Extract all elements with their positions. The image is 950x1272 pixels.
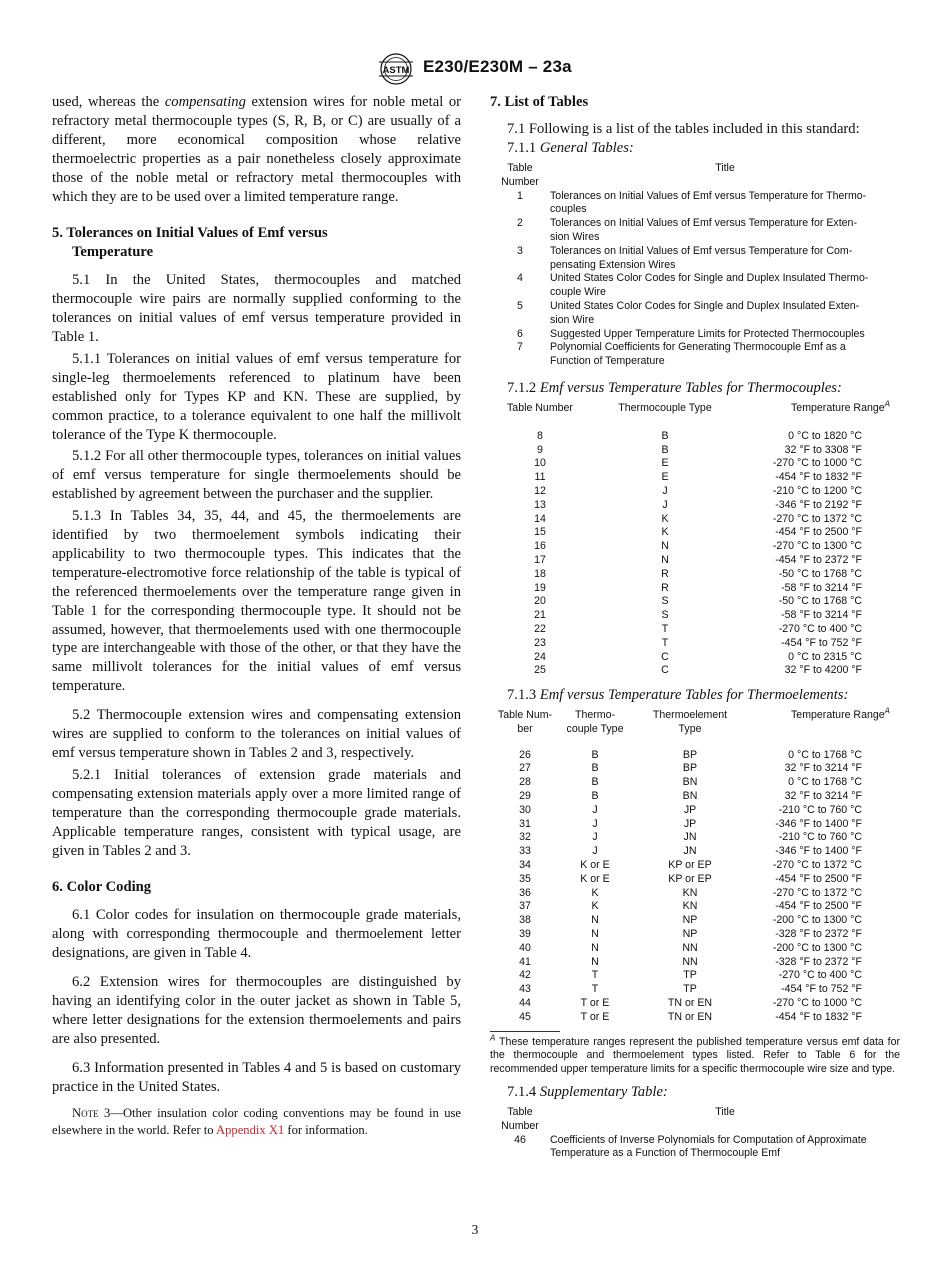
table-cell: TP [683, 969, 697, 982]
table-cell: -58 °F to 3214 °F [781, 581, 862, 594]
table-cell: 8 [537, 429, 543, 442]
table-cell: 32 °F to 3214 °F [784, 790, 862, 803]
table-cell: Polynomial Coefficients for Generating Thermocouple Emf as a Function of Temperature [550, 341, 846, 368]
table-row [490, 190, 900, 218]
table-row [490, 790, 890, 804]
table-row [490, 595, 890, 609]
astm-logo-icon [376, 52, 416, 86]
table-cell: 0 °C to 2315 °C [788, 650, 862, 663]
table-cell: T or E [580, 997, 610, 1010]
table-cell: -346 °F to 2192 °F [775, 498, 862, 511]
table-cell: TP [683, 983, 697, 996]
table-cell: 31 [519, 817, 531, 830]
table-row [490, 623, 890, 637]
heading-7-1-4: 7.1.4 Supplementary Table: [507, 1084, 668, 1101]
table-cell: -346 °F to 1400 °F [775, 845, 862, 858]
table-cell: -454 °F to 2500 °F [775, 872, 862, 885]
table-cell: B [591, 748, 599, 761]
table-cell: 1 [517, 189, 523, 202]
table-cell: United States Color Codes for Single and Duplex Insulated Thermo- couple Wire [550, 272, 869, 299]
table-cell: Tolerances on Initial Values of Emf versus Temperature for Exten- sion Wires [550, 217, 857, 243]
table-row [490, 969, 890, 983]
table-cell: 32 [519, 831, 531, 844]
table-cell: 45 [519, 1010, 531, 1023]
table-cell: KP or EP [668, 872, 712, 885]
heading-7-1-1: 7.1.1 General Tables: [507, 140, 634, 156]
table-cell: 30 [519, 803, 531, 816]
table-row [490, 776, 890, 790]
appendix-x1-link[interactable]: Appendix X1 [216, 1122, 285, 1137]
table-cell: 26 [519, 748, 531, 761]
table-row [490, 540, 890, 554]
table-row [490, 637, 890, 651]
table-row [490, 818, 890, 832]
paragraph-5-2-1: 5.2.1 Initial tolerances of extension grade materials and compensating extension materials apply over a more limited range of temperature than the corresponding thermocouple grade materials. Applicable temperature ranges, consistent with typical usage, are given in Tables 2 and 3. [52, 766, 461, 859]
table-cell: -270 °C to 1372 °C [772, 512, 862, 525]
column-header: Table Number [501, 162, 539, 188]
page-number: 3 [471, 1222, 479, 1237]
section-5-heading: 5. Tolerances on Initial Values of Emf versus Temperature [52, 225, 328, 261]
table-row [490, 997, 890, 1011]
table-cell: 46 [514, 1133, 526, 1146]
table-cell: T [661, 636, 669, 649]
table-cell: 22 [534, 622, 546, 635]
paragraph-6-1: 6.1 Color codes for insulation on thermocouple grade materials, along with corresponding thermocouple and thermoelement letter designations, are given in Table 4. [52, 907, 461, 962]
table-row [490, 956, 890, 970]
table-cell: -270 °C to 1000 °C [772, 457, 862, 470]
table-cell: NP [682, 914, 698, 927]
table-row [490, 217, 900, 245]
table-cell: 19 [534, 581, 546, 594]
table-cell: -200 °C to 1300 °C [772, 914, 862, 927]
table-cell: 15 [534, 526, 546, 539]
table-cell: J [592, 845, 598, 858]
table-cell: 18 [534, 567, 546, 580]
column-header: Thermocouple Type [618, 401, 712, 414]
table-row [490, 831, 890, 845]
table-cell: 9 [537, 443, 543, 456]
table-cell: JP [683, 817, 697, 830]
table-cell: -454 °F to 1832 °F [775, 471, 862, 484]
table-cell: 11 [534, 471, 546, 484]
column-header: Title [715, 1106, 735, 1119]
table-cell: 20 [534, 595, 546, 608]
table-cell: NP [682, 928, 698, 941]
page-header [0, 52, 950, 86]
table-cell: Suggested Upper Temperature Limits for Protected Thermocouples [550, 327, 865, 340]
column-header: Thermoelement Type [652, 709, 728, 735]
table-cell: 4 [517, 272, 523, 285]
table-cell: 39 [519, 928, 531, 941]
table-cell: K [591, 886, 599, 899]
table-row [490, 499, 890, 513]
right-column [490, 93, 900, 1161]
paragraph-6-2: 6.2 Extension wires for thermocouples are distinguished by having an identifying color in the outer jacket as shown in Table 5, where letter designations for the extension thermoelements and pairs are also presented. [52, 974, 461, 1047]
table-cell: N [661, 553, 669, 566]
table-cell: 29 [519, 790, 531, 803]
table-cell: J [592, 803, 598, 816]
table-cell: K [661, 526, 669, 539]
table-cell: 37 [519, 900, 531, 913]
table-cell: 28 [519, 776, 531, 789]
table-cell: -346 °F to 1400 °F [775, 817, 862, 830]
table-cell: 14 [534, 512, 546, 525]
paragraph-5-1-2: 5.1.2 For all other thermocouple types, tolerances on initial values of emf versus temperature for single thermoelements should be established by agreement between the purchaser and the supplier. [52, 448, 461, 503]
table-header-row [490, 162, 900, 190]
note-3: Note 3—Other insulation color coding conventions may be found in use elsewhere in the world. Refer to Appendix X1 for information. [52, 1105, 461, 1137]
heading-7-1-3: 7.1.3 Emf versus Temperature Tables for Thermoelements: [507, 687, 849, 704]
table-row [490, 430, 890, 444]
table-row [490, 1134, 900, 1162]
table-row [490, 513, 890, 527]
table-cell: 23 [534, 636, 546, 649]
table-cell: E [661, 471, 669, 484]
column-header: Table Num- ber [497, 709, 553, 735]
table-row [490, 983, 890, 997]
table-cell: 33 [519, 845, 531, 858]
table-cell: K or E [580, 872, 610, 885]
table-row [490, 749, 890, 763]
table-cell: 5 [517, 299, 523, 312]
table-cell: -210 °C to 1200 °C [772, 484, 862, 497]
table-cell: 34 [519, 859, 531, 872]
table-row [490, 471, 890, 485]
table-cell: 0 °C to 1768 °C [788, 776, 862, 789]
table-cell: KN [682, 886, 698, 899]
svg-text:ASTM: ASTM [382, 65, 410, 76]
table-cell: -454 °F to 2500 °F [775, 526, 862, 539]
table-cell: B [661, 429, 669, 442]
table-cell: 35 [519, 872, 531, 885]
table-cell: NN [682, 955, 698, 968]
table-row [490, 845, 890, 859]
thermocouple-tables-list [490, 399, 890, 678]
table-cell: J [662, 484, 668, 497]
table-cell: -270 °C to 1372 °C [772, 859, 862, 872]
column-header: Table Number [507, 401, 573, 414]
table-row [490, 568, 890, 582]
thermoelement-tables-list [490, 706, 890, 1025]
table-cell: Tolerances on Initial Values of Emf versus Temperature for Com- pensating Extension Wires [550, 244, 853, 271]
table-cell: United States Color Codes for Single and Duplex Insulated Exten- sion Wire [550, 299, 860, 326]
table-cell: K [661, 512, 669, 525]
table-row [490, 554, 890, 568]
table-cell: -58 °F to 3214 °F [781, 609, 862, 622]
table-cell: E [661, 457, 669, 470]
table-cell: 3 [517, 244, 523, 257]
table-cell: 6 [517, 327, 523, 340]
table-cell: T or E [580, 1010, 610, 1023]
table-row [490, 1011, 890, 1025]
table-cell: 40 [519, 941, 531, 954]
table-cell: N [591, 928, 599, 941]
paragraph-7-1: 7.1 Following is a list of the tables included in this standard: [507, 121, 860, 137]
paragraph-5-1-3: 5.1.3 In Tables 34, 35, 44, and 45, the thermoelements are identified by two thermoelement symbols indicating their applicability to two thermocouple types. This indicates that the temperature-electromotive force relationship of the table is typical of the referenced thermoelements over the temperature range given in Table 1 for the corresponding thermocouple type. It should not be assumed, however, that thermoelements used with one thermocouple type are interchangeable with those of the other, or that they have the same millivolt tolerances for the initial values of emf versus temperature. [52, 508, 461, 695]
table-cell: K or E [580, 859, 610, 872]
table-cell: 13 [534, 498, 546, 511]
table-row [490, 914, 890, 928]
column-header: Temperature Range$^A$ [791, 399, 890, 414]
table-row [490, 859, 890, 873]
table-cell: 27 [519, 762, 531, 775]
table-cell: 12 [534, 484, 546, 497]
table-cell: BP [682, 762, 698, 775]
table-cell: 32 °F to 3308 °F [784, 443, 862, 456]
table-cell: JN [683, 845, 697, 858]
standard-designation: E230/E230M – 23a [423, 57, 572, 76]
table-cell: -454 °F to 752 °F [781, 983, 862, 996]
table-cell: C [661, 650, 669, 663]
table-cell: T [661, 622, 669, 635]
table-cell: R [661, 567, 669, 580]
section-6-heading: 6. Color Coding [52, 879, 152, 896]
table-row [490, 942, 890, 956]
table-cell: 10 [534, 457, 546, 470]
column-header: Temperature Range$^A$ [791, 706, 890, 722]
general-tables-list [490, 162, 900, 369]
table-row [490, 457, 890, 471]
table-header-row [490, 1106, 900, 1134]
table-cell: 44 [519, 997, 531, 1010]
table-row [490, 485, 890, 499]
table-cell: 41 [519, 955, 531, 968]
table-cell: S [661, 595, 669, 608]
column-header: Thermo- couple Type [566, 709, 624, 735]
table-cell: 36 [519, 886, 531, 899]
table-row [490, 887, 890, 901]
table-row [490, 300, 900, 328]
table-cell: 2 [517, 217, 523, 230]
table-cell: J [662, 498, 668, 511]
table-cell: K [591, 900, 599, 913]
table-cell: -270 °C to 400 °C [778, 622, 862, 635]
paragraph-4-continued: used, whereas the compensating extension wires for noble metal or refractory metal thermocouple types (S, R, B, or C) are usually of a different, more economical composition whose relative thermoelectric properties as a pair nonetheless closely approximate those of the noble metal or refractory metal thermocouples with which they are to be used over a limited temperature range. [52, 94, 461, 205]
table-cell: -454 °F to 752 °F [781, 636, 862, 649]
table-cell: 21 [534, 609, 546, 622]
table-row [490, 664, 890, 678]
table-cell: T [591, 969, 599, 982]
table-cell: 17 [534, 553, 546, 566]
table-cell: BN [682, 790, 698, 803]
table-cell: JP [683, 803, 697, 816]
paragraph-5-1: 5.1 In the United States, thermocouples and matched thermocouple wire pairs are normally supplied conforming to the tolerances on initial values of emf versus temperature provided in Table 1. [52, 272, 461, 345]
table-cell: N [591, 955, 599, 968]
table-cell: 0 °C to 1820 °C [788, 429, 862, 442]
table-row [490, 444, 890, 458]
table-cell: T [591, 983, 599, 996]
table-cell: B [661, 443, 669, 456]
table-cell: TN or EN [667, 1010, 713, 1023]
table-row [490, 341, 900, 369]
table-cell: 43 [519, 983, 531, 996]
table-header-row [490, 402, 890, 416]
table-cell: C [661, 664, 669, 677]
table-cell: -270 °C to 1372 °C [772, 886, 862, 899]
table-cell: -210 °C to 760 °C [778, 831, 862, 844]
table-row [490, 804, 890, 818]
table-cell: NN [682, 941, 698, 954]
table-cell: R [661, 581, 669, 594]
table-cell: Tolerances on Initial Values of Emf versus Temperature for Thermo- couples [550, 189, 867, 216]
table-cell: B [591, 790, 599, 803]
table-cell: 32 °F to 4200 °F [784, 664, 862, 677]
section-7-heading: 7. List of Tables [490, 94, 589, 110]
table-cell: J [592, 817, 598, 830]
table-row [490, 245, 900, 273]
paragraph-5-2: 5.2 Thermocouple extension wires and compensating extension wires are supplied to conform to the tolerances on initial values of emf versus temperature shown in Tables 2 and 3, respectively. [52, 707, 461, 761]
column-header: Table Number [501, 1106, 539, 1132]
footnote-rule [490, 1031, 560, 1032]
paragraph-5-1-1: 5.1.1 Tolerances on initial values of emf versus temperature for single-leg thermoelements referenced to platinum have been established only for Types KP and KN. These are supplied, by common practice, to a tolerance equivalent to one half the millivolt tolerance of the Type K thermocouple. [52, 350, 461, 443]
table-cell: KN [682, 900, 698, 913]
table-row [490, 900, 890, 914]
table-row [490, 582, 890, 596]
table-cell: B [591, 762, 599, 775]
table-cell: BN [682, 776, 698, 789]
table-row [490, 873, 890, 887]
table-cell: S [661, 609, 669, 622]
table-cell: J [592, 831, 598, 844]
table-cell: -270 °C to 1000 °C [772, 997, 862, 1010]
table-cell: 16 [534, 540, 546, 553]
table-cell: -210 °C to 760 °C [778, 803, 862, 816]
table-cell: Coefficients of Inverse Polynomials for Computation of Approximate Temperature as a Function of Thermocouple Emf [550, 1133, 867, 1160]
table-cell: N [661, 540, 669, 553]
table-row [490, 526, 890, 540]
supplementary-tables-list [490, 1106, 900, 1161]
table-footnote-a: $^A$ These temperature ranges represent the published temperature versus emf data for the thermocouple and thermoelement types listed. Refer to Table 6 for the recommended upper temperature limits for a specific thermocouple wire size and type. [490, 1033, 900, 1076]
table-cell: KP or EP [668, 859, 712, 872]
table-cell: -454 °F to 1832 °F [775, 1010, 862, 1023]
table-cell: N [591, 941, 599, 954]
table-cell: 38 [519, 914, 531, 927]
table-row [490, 928, 890, 942]
table-cell: -50 °C to 1768 °C [778, 567, 862, 580]
table-header-row [490, 709, 890, 737]
table-row [490, 762, 890, 776]
table-cell: 0 °C to 1768 °C [788, 748, 862, 761]
table-cell: -454 °F to 2500 °F [775, 900, 862, 913]
table-cell: -454 °F to 2372 °F [775, 553, 862, 566]
table-cell: 25 [534, 664, 546, 677]
table-cell: 7 [517, 341, 523, 354]
table-cell: 24 [534, 650, 546, 663]
table-cell: 32 °F to 3214 °F [784, 762, 862, 775]
column-header: Title [715, 162, 735, 174]
table-cell: 42 [519, 969, 531, 982]
table-cell: TN or EN [667, 997, 713, 1010]
table-cell: -270 °C to 1300 °C [772, 540, 862, 553]
table-cell: -200 °C to 1300 °C [772, 941, 862, 954]
table-cell: JN [683, 831, 697, 844]
table-cell: B [591, 776, 599, 789]
heading-7-1-2: 7.1.2 Emf versus Temperature Tables for Thermocouples: [507, 379, 842, 396]
table-cell: BP [682, 748, 698, 761]
left-column [52, 93, 461, 1139]
table-row [490, 272, 900, 300]
table-cell: -270 °C to 400 °C [778, 969, 862, 982]
table-row [490, 328, 900, 342]
table-cell: -328 °F to 2372 °F [775, 928, 862, 941]
table-cell: N [591, 914, 599, 927]
table-cell: -328 °F to 2372 °F [775, 955, 862, 968]
table-row [490, 651, 890, 665]
table-row [490, 609, 890, 623]
table-cell: -50 °C to 1768 °C [778, 595, 862, 608]
paragraph-6-3: 6.3 Information presented in Tables 4 and 5 is based on customary practice in the United States. [52, 1059, 461, 1095]
